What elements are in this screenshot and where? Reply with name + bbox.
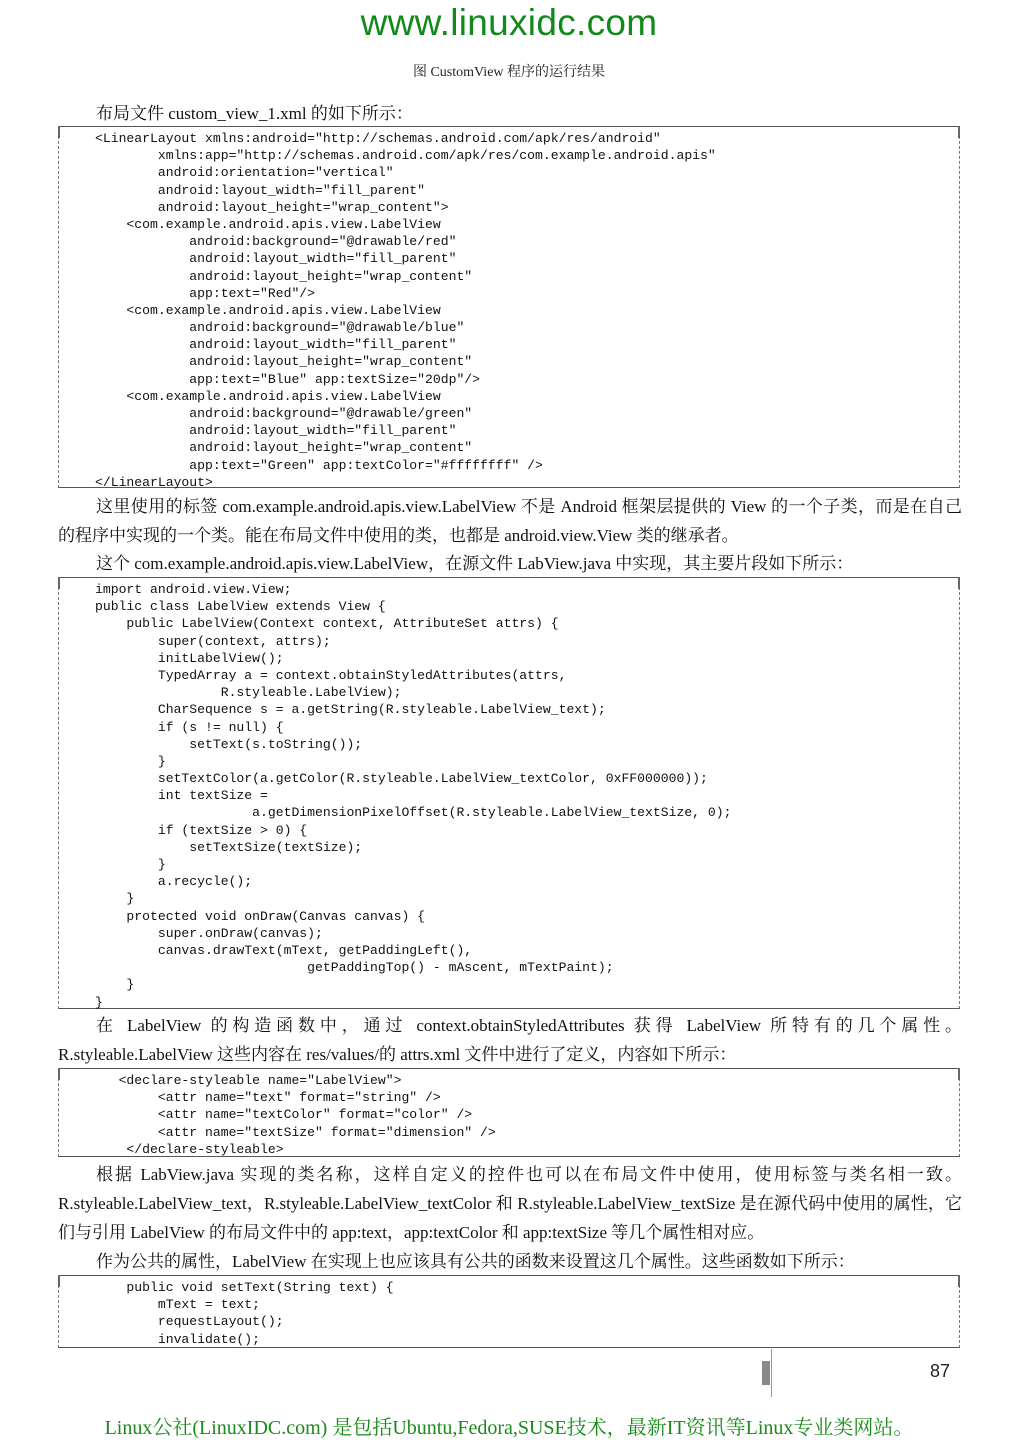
code-line: android:layout_height="wrap_content" — [95, 268, 473, 284]
code-line: xmlns:app="http://schemas.android.com/apk/res/com.example.android.apis" — [95, 148, 716, 164]
code-line: super.onDraw(canvas); — [95, 925, 323, 941]
code-line: } — [95, 753, 166, 769]
code-line: } — [95, 857, 166, 872]
code-line: invalidate(); — [95, 1331, 261, 1347]
code-line: android:layout_height="wrap_content" — [95, 440, 473, 456]
code-box-corner — [58, 1068, 60, 1080]
code-line: if (textSize > 0) { — [95, 822, 308, 838]
code-line: </declare-styleable> — [95, 1141, 284, 1157]
code-line: setTextColor(a.getColor(R.styleable.LabelView_textColor, 0xFF000000)); — [95, 771, 708, 787]
code-line: canvas.drawText(mText, getPaddingLeft(), — [95, 942, 473, 958]
code-block-settext-java — [58, 1275, 960, 1348]
code-box-corner — [58, 577, 60, 589]
page-marker-line — [771, 1349, 772, 1397]
site-footer[interactable]: Linux公社(LinuxIDC.com) 是包括Ubuntu,Fedora,SUSE技术，最新IT资讯等Linux专业类网站。 — [104, 1417, 914, 1439]
code-line: public LabelView(Context context, AttributeSet attrs) { — [95, 616, 559, 632]
code-box-corner — [958, 1275, 960, 1287]
code-line: a.recycle(); — [95, 874, 253, 890]
code-line: <com.example.android.apis.view.LabelView — [95, 302, 441, 318]
code-line: </LinearLayout> — [95, 474, 213, 490]
code-line: app:text="Green" app:textColor="#ffffffff" /> — [95, 457, 543, 473]
code-line: import android.view.View; — [95, 582, 292, 597]
code-box-corner — [58, 126, 60, 138]
paragraph-attributes-explanation: 根据 LabView.java 实现的类名称，这样自定义的控件也可以在布局文件中使用，使用标签与类名相一致。R.styleable.LabelView_text，R.styleable.LabelView_textColor 和 R.styleable.LabelView_textSize 是在源代码中使用的属性，它们与引用 LabelView 的布局文件中的 app:text，app:textColor 和 app:textSize 等几个属性相对应。 — [58, 1165, 962, 1242]
code-line: } — [95, 891, 135, 907]
code-line: android:layout_width="fill_parent" — [95, 337, 457, 353]
code-line: mText = text; — [95, 1297, 261, 1313]
code-box-corner — [958, 126, 960, 138]
code-line: R.styleable.LabelView); — [95, 685, 402, 701]
code-line: super(context, attrs); — [95, 633, 331, 649]
code-line: CharSequence s = a.getString(R.styleable.LabelView_text); — [95, 702, 606, 718]
code-box-corner — [958, 1068, 960, 1080]
site-header[interactable]: www.linuxidc.com — [360, 2, 658, 43]
code-line: } — [95, 977, 135, 993]
code-block-attrs-xml — [58, 1068, 960, 1157]
code-line: setTextSize(textSize); — [95, 839, 363, 855]
code-line: a.getDimensionPixelOffset(R.styleable.LabelView_textSize, 0); — [95, 805, 732, 821]
code-line: <attr name="text" format="string" /> — [95, 1090, 441, 1106]
code-line: android:background="@drawable/red" — [95, 234, 457, 250]
code-line: android:layout_width="fill_parent" — [95, 182, 426, 198]
paragraph-layout-intro: 布局文件 custom_view_1.xml 的如下所示： — [96, 104, 413, 123]
code-line: android:layout_height="wrap_content"> — [95, 199, 449, 215]
paragraph-functions-intro: 作为公共的属性，LabelView 在实现上也应该具有公共的函数来设置这几个属性。这些函数如下所示： — [96, 1252, 855, 1271]
code-line: android:background="@drawable/blue" — [95, 320, 465, 336]
code-line: <LinearLayout xmlns:android="http://schemas.android.com/apk/res/android" — [95, 131, 661, 146]
code-line: <com.example.android.apis.view.LabelView — [95, 216, 441, 232]
page-marker-block — [762, 1361, 770, 1385]
code-line: app:text="Red"/> — [95, 285, 316, 301]
code-line: android:background="@drawable/green" — [95, 406, 473, 421]
code-line: requestLayout(); — [95, 1314, 284, 1330]
code-line: android:layout_height="wrap_content" — [95, 354, 473, 370]
code-line: android:orientation="vertical" — [95, 165, 394, 181]
code-line: <declare-styleable name="LabelView"> — [95, 1073, 402, 1088]
code-box-corner — [958, 577, 960, 589]
code-block-labelview-java — [58, 577, 960, 1009]
code-line: initLabelView(); — [95, 650, 284, 666]
code-line: public class LabelView extends View { — [95, 599, 386, 615]
code-line: getPaddingTop() - mAscent, mTextPaint); — [95, 960, 614, 976]
code-line: protected void onDraw(Canvas canvas) { — [95, 908, 426, 924]
code-line: app:text="Blue" app:textSize="20dp"/> — [95, 371, 481, 387]
paragraph-labelview-explanation: 这里使用的标签 com.example.android.apis.view.LabelView 不是 Android 框架层提供的 View 的一个子类，而是在自己的程序中实现的一个类。能在布局文件中使用的类，也都是 android.view.View 类的继承者。 — [58, 497, 962, 545]
code-line: TypedArray a = context.obtainStyledAttributes(attrs, — [95, 667, 567, 683]
code-line: setText(s.toString()); — [95, 736, 363, 752]
code-line: <attr name="textColor" format="color" /> — [95, 1107, 473, 1123]
code-line: int textSize = — [95, 788, 268, 804]
code-line: <attr name="textSize" format="dimension" /> — [95, 1124, 496, 1140]
code-line: } — [95, 994, 103, 1010]
code-line: if (s != null) { — [95, 719, 284, 735]
page-number: 87 — [930, 1361, 951, 1381]
code-line: android:layout_width="fill_parent" — [95, 423, 457, 439]
code-block-layout-xml — [58, 126, 960, 488]
paragraph-constructor-explanation: 在 LabelView 的构造函数中，通过 context.obtainStyledAttributes 获得 LabelView 所特有的几个属性。R.styleable.LabelView 这些内容在 res/values/的 attrs.xml 文件中进行了定义，内容如下所示： — [58, 1016, 962, 1064]
paragraph-source-intro: 这个 com.example.android.apis.view.LabelView，在源文件 LabView.java 中实现，其主要片段如下所示： — [96, 554, 854, 573]
code-line: <com.example.android.apis.view.LabelView — [95, 388, 441, 404]
code-box-corner — [58, 1275, 60, 1287]
code-line: public void setText(String text) { — [95, 1280, 394, 1295]
code-line: android:layout_width="fill_parent" — [95, 251, 457, 267]
figure-caption: 图 CustomView 程序的运行结果 — [412, 65, 606, 80]
